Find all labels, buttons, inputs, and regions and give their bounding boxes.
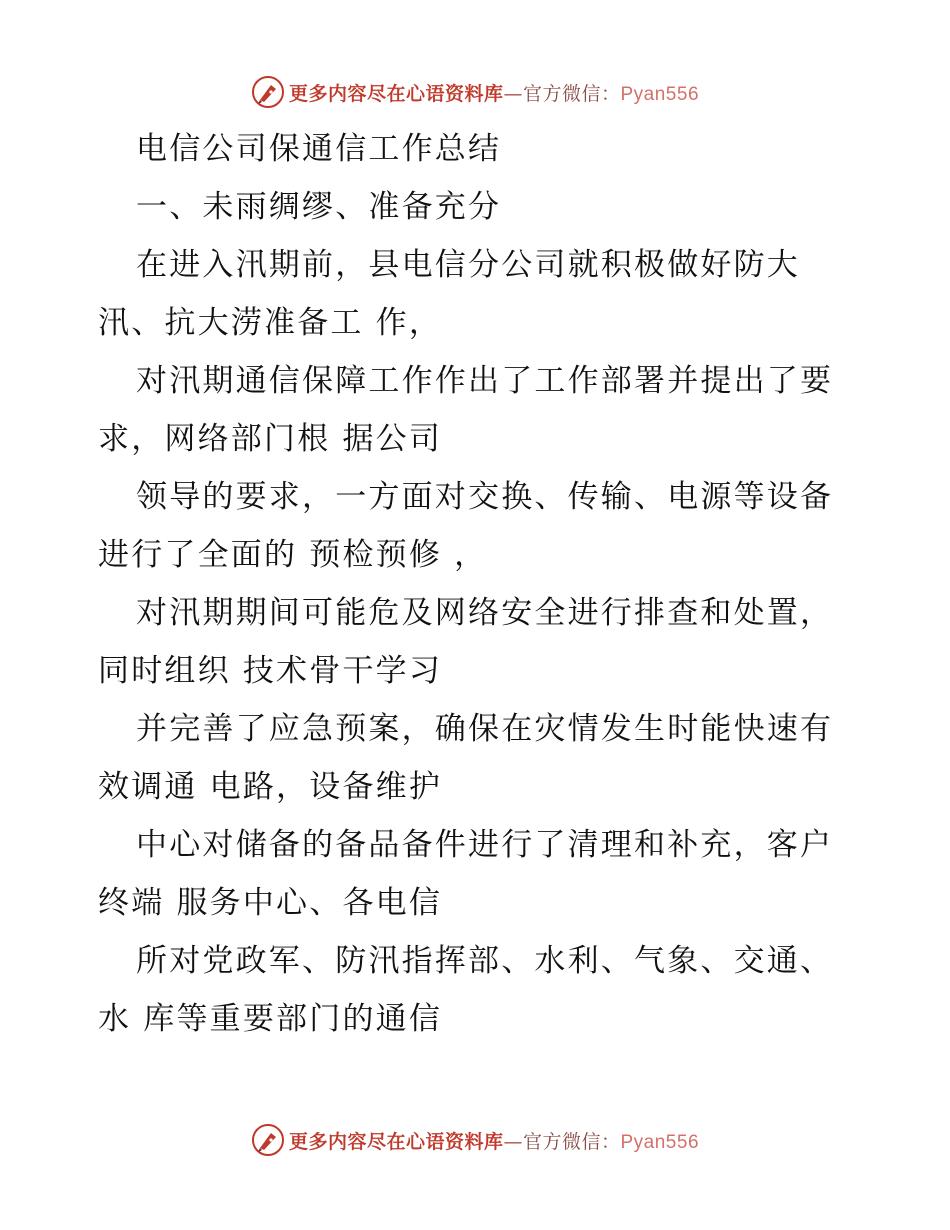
header-banner	[0, 72, 950, 112]
paragraph-6: 中心对储备的备品备件进行了清理和补充，客户终端 服务中心、各电信	[98, 827, 834, 921]
footer-banner	[0, 1120, 950, 1160]
footer-banner-id: Pyan556	[620, 1131, 700, 1153]
header-banner-wechat: 官方微信：	[522, 82, 621, 105]
header-banner-dash: —	[503, 82, 523, 105]
paragraph-7: 所对党政军、防汛指挥部、水利、气象、交通、水 库等重要部门的通信	[98, 943, 834, 1037]
paragraph-5: 并完善了应急预案，确保在灾情发生时能快速有效调通 电路，设备维护	[98, 711, 834, 805]
document-title: 电信公司保通信工作总结	[136, 131, 502, 167]
header-banner-id: Pyan556	[620, 83, 700, 105]
pen-nib-logo-icon	[251, 75, 285, 109]
paragraph-3: 领导的要求，一方面对交换、传输、电源等设备进行了全面的 预检预修 ，	[98, 479, 834, 573]
pen-nib-logo-icon	[251, 1123, 285, 1157]
footer-banner-text	[289, 1127, 699, 1154]
paragraph-1: 在进入汛期前，县电信分公司就积极做好防大汛、抗大涝准备工 作，	[98, 247, 800, 341]
footer-banner-main: 更多内容尽在心语资料库	[288, 1130, 504, 1153]
header-banner-main: 更多内容尽在心语资料库	[288, 82, 504, 105]
section-heading: 一、未雨绸缪、准备充分	[136, 189, 502, 225]
paragraph-2: 对汛期通信保障工作作出了工作部署并提出了要求，网络部门根 据公司	[98, 363, 834, 457]
footer-banner-wechat: 官方微信：	[522, 1130, 621, 1153]
header-banner-text	[289, 79, 699, 106]
document-body	[98, 120, 858, 1048]
footer-banner-dash: —	[503, 1130, 523, 1153]
paragraph-4: 对汛期期间可能危及网络安全进行排查和处置，同时组织 技术骨干学习	[98, 595, 834, 689]
